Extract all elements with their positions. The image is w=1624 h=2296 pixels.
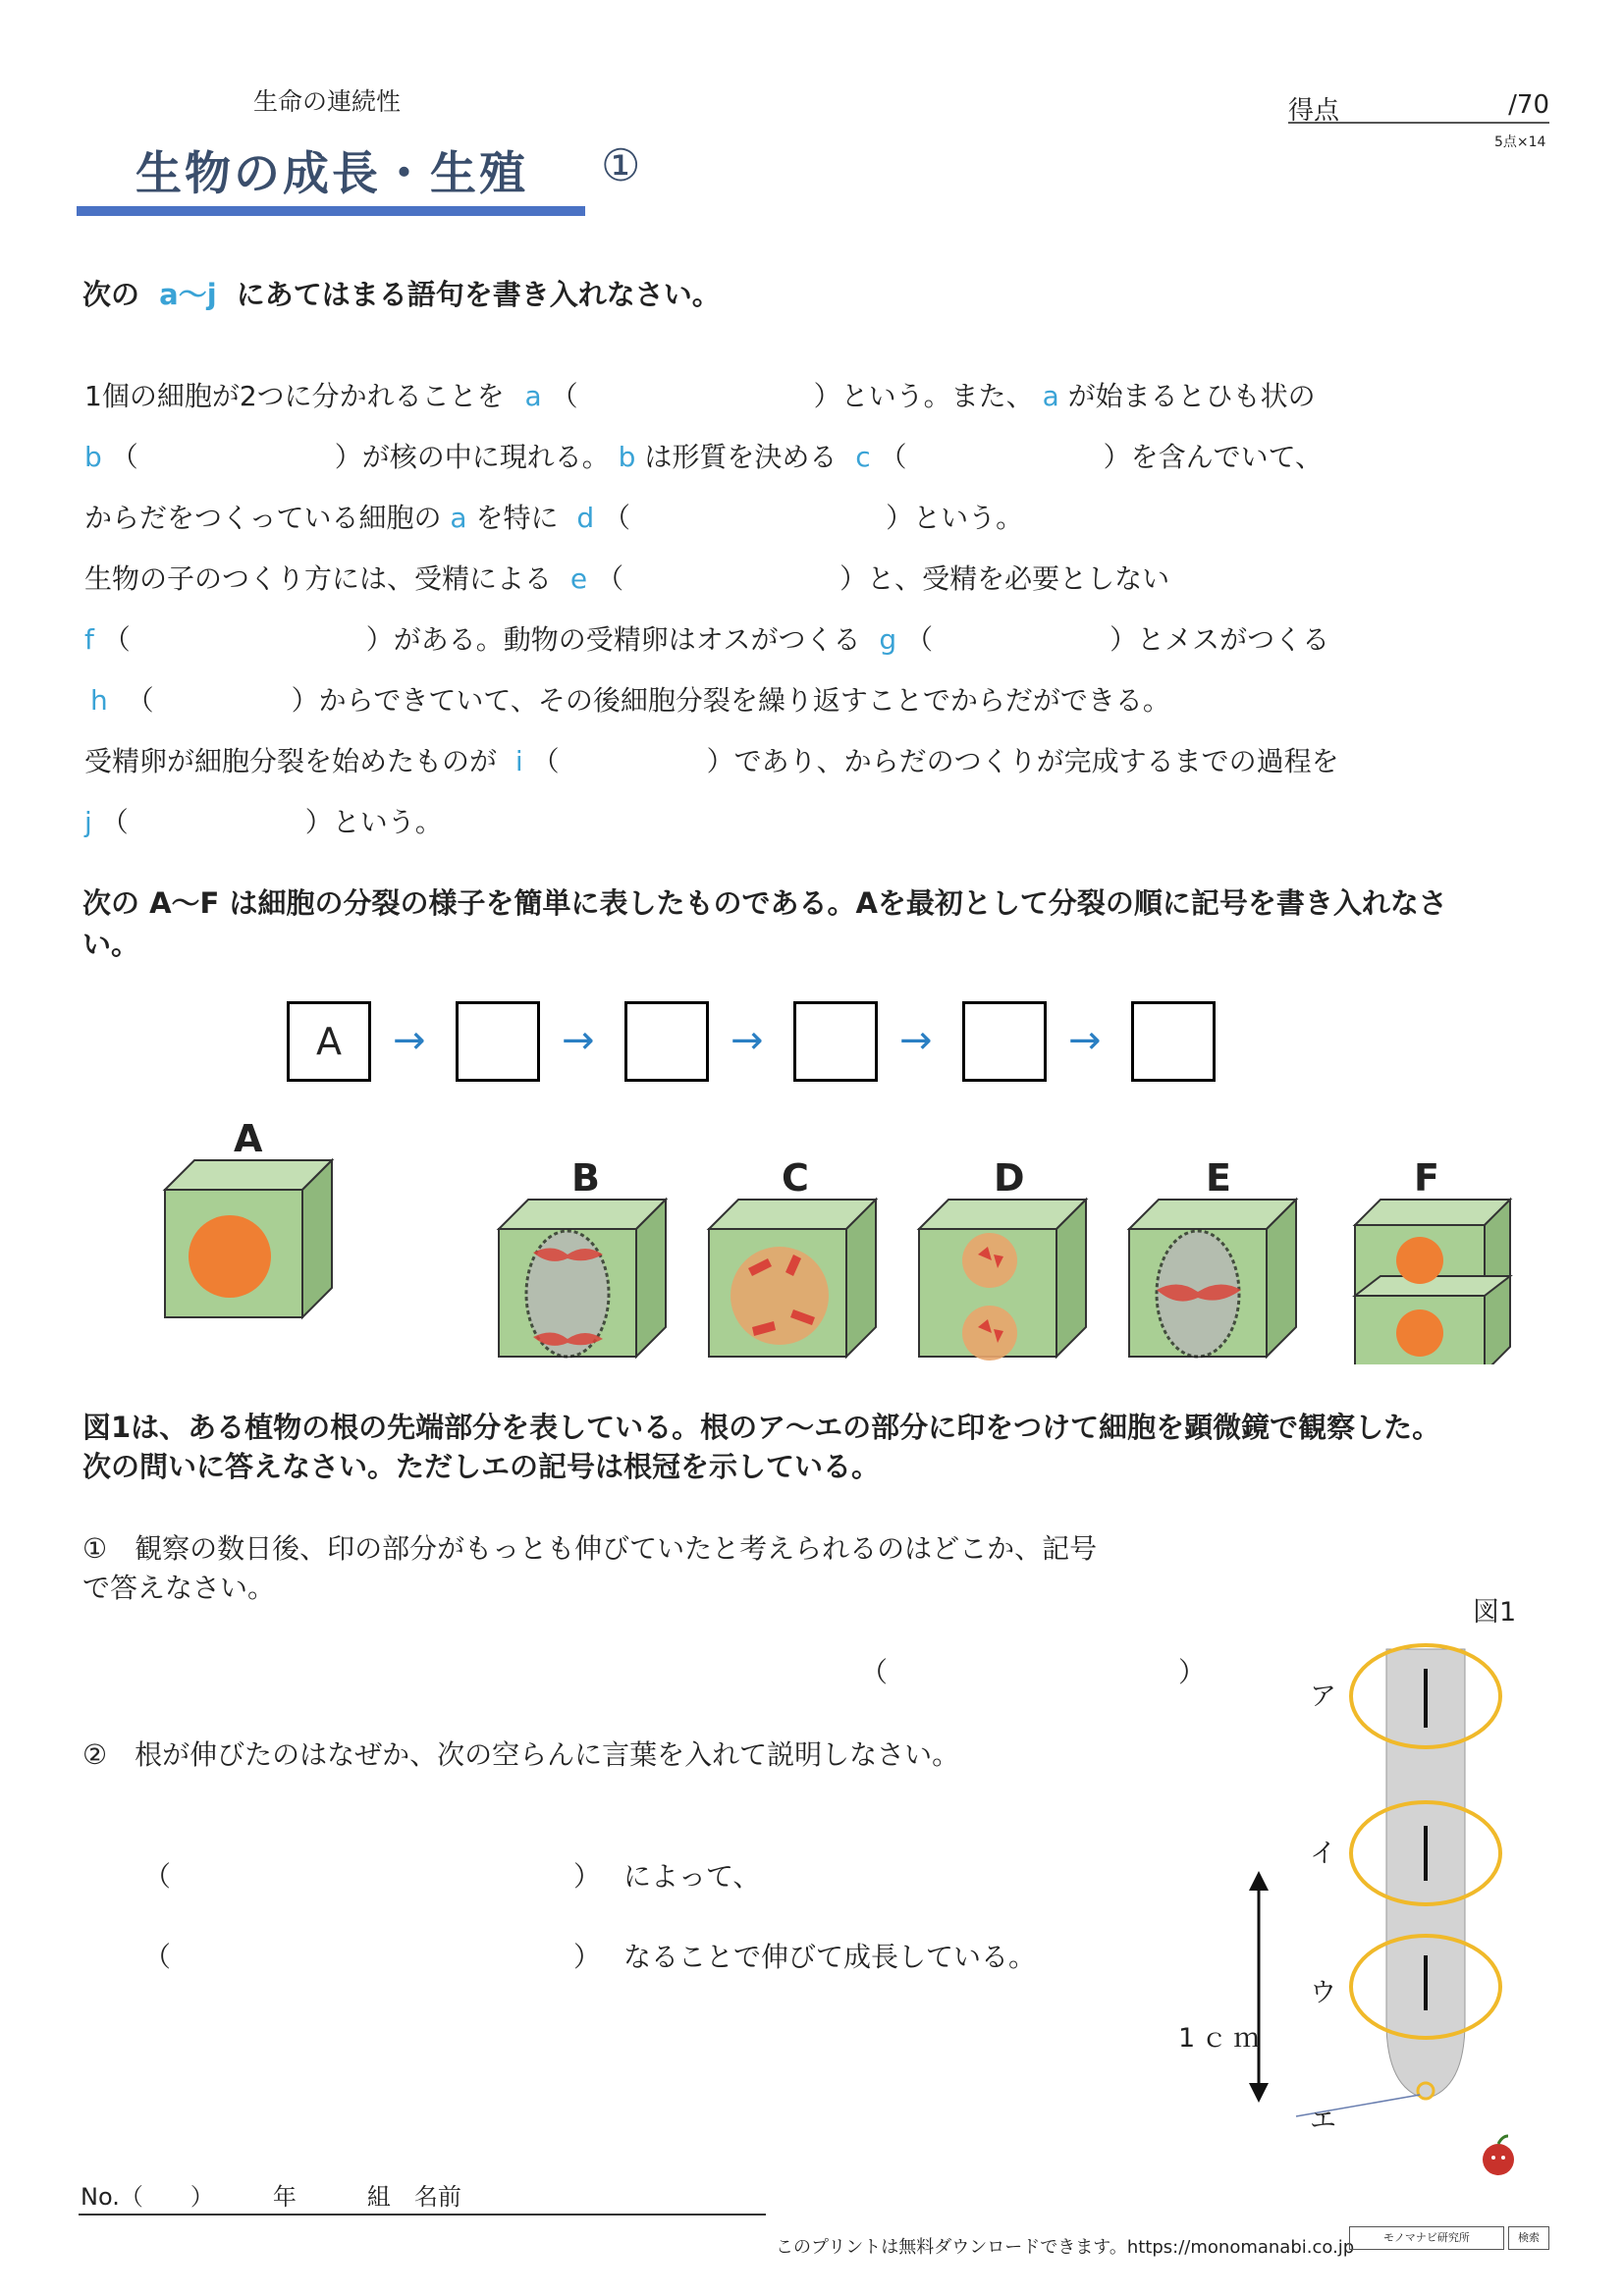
text: が始まるとひも状の xyxy=(1067,380,1316,412)
text: （ xyxy=(603,502,631,534)
blank-letter: b xyxy=(84,441,102,473)
figure-label: 図1 xyxy=(1473,1597,1517,1628)
text: ）が核の中に現れる。 xyxy=(334,441,610,473)
download-notice: このプリントは無料ダウンロードできます。https://monomanabi.co.jp xyxy=(776,2237,1355,2258)
text: ）からできていて、その後細胞分裂を繰り返すことでからだができる。 xyxy=(291,684,1170,717)
title-number: ① xyxy=(601,139,641,191)
root-label-u: ウ xyxy=(1310,1978,1336,2008)
blank-letter: g xyxy=(879,623,897,656)
text: （ xyxy=(126,684,154,717)
text: （ xyxy=(100,806,129,838)
blank-letter: a xyxy=(450,502,467,534)
paren-open: （ xyxy=(143,1860,172,1893)
scale-arrow-up-icon xyxy=(1249,1871,1269,1891)
blank-letter: f xyxy=(84,623,94,656)
paragraph-line xyxy=(84,740,1339,779)
text: （ xyxy=(596,562,624,595)
score-total: /70 xyxy=(1508,90,1549,120)
section3-instruction-line2: 次の問いに答えなさい。ただしエの記号は根冠を示している。 xyxy=(82,1450,881,1483)
paragraph-line xyxy=(84,558,1169,597)
question-1-line2: で答えなさい。 xyxy=(82,1572,276,1604)
order-box-3[interactable] xyxy=(624,1001,709,1082)
text: なることで伸びて成長している。 xyxy=(623,1941,1036,1973)
section1-instruction xyxy=(82,273,721,313)
text: は形質を決める xyxy=(644,441,838,473)
arrow-icon: → xyxy=(1068,1018,1102,1063)
question-2: ② 根が伸びたのはなぜか、次の空らんに言葉を入れて説明しなさい。 xyxy=(82,1738,960,1771)
blank-letter: a xyxy=(524,380,542,412)
paragraph-line xyxy=(84,801,443,840)
blank-letter: e xyxy=(569,562,588,595)
arrow-icon: → xyxy=(899,1018,933,1063)
page-title: 生物の成長・生殖 xyxy=(135,147,528,201)
blank-letter: c xyxy=(855,441,871,473)
order-box-6[interactable] xyxy=(1131,1001,1216,1082)
text: ）であり、からだのつくりが完成するまでの過程を xyxy=(706,745,1339,777)
section2-instruction-line2: い。 xyxy=(82,928,140,961)
cell-b xyxy=(499,1200,666,1357)
paragraph-line xyxy=(84,618,1329,658)
paren-open: （ xyxy=(143,1941,172,1973)
scale-label: 1ｃｍ xyxy=(1178,2023,1267,2054)
score-field xyxy=(1288,90,1549,124)
student-info: No.（ ） 年 組 名前 xyxy=(81,2183,461,2211)
order-box-5[interactable] xyxy=(962,1001,1047,1082)
paragraph-line xyxy=(84,497,1023,536)
arrow-icon: → xyxy=(731,1018,764,1063)
text: ）という。 xyxy=(886,502,1024,534)
paren-close: ） xyxy=(573,1941,602,1973)
title-underline xyxy=(77,206,585,216)
order-box-2[interactable] xyxy=(456,1001,540,1082)
text: （ xyxy=(110,441,138,473)
text: （ xyxy=(531,745,560,777)
blank-letter: j xyxy=(84,806,92,838)
cell-e xyxy=(1129,1200,1296,1357)
cell-label-b: B xyxy=(571,1156,600,1200)
search-button: 検索 xyxy=(1508,2226,1549,2250)
arrow-icon: → xyxy=(562,1018,595,1063)
text: （ xyxy=(550,380,578,412)
answer-row-2 xyxy=(143,1936,1036,1975)
text: を特に xyxy=(475,502,559,534)
paragraph-line xyxy=(84,375,1316,414)
footer-divider xyxy=(79,2214,766,2216)
text: ）がある。動物の受精卵はオスがつくる xyxy=(365,623,861,656)
cell-label-f: F xyxy=(1414,1156,1439,1200)
text: （ xyxy=(102,623,131,656)
text: によって、 xyxy=(623,1860,761,1893)
apple-mascot-icon xyxy=(1479,2130,1520,2181)
subject-label: 生命の連続性 xyxy=(253,87,402,116)
answer-row-1 xyxy=(143,1855,760,1895)
text: ）とメスがつくる xyxy=(1110,623,1330,656)
score-note: 5点×14 xyxy=(1494,134,1546,150)
cell-division-diagram xyxy=(157,1158,1532,1364)
text: からだをつくっている細胞の xyxy=(84,502,442,534)
instruction-text: にあてはまる語句を書き入れなさい。 xyxy=(236,278,721,311)
blank-letter: a xyxy=(1042,380,1059,412)
root-label-e: エ xyxy=(1310,2106,1336,2136)
answer-paren-open: （ xyxy=(860,1656,889,1688)
order-box-4[interactable] xyxy=(793,1001,878,1082)
instruction-range: a～j xyxy=(159,278,217,311)
text: ）という。 xyxy=(304,806,443,838)
brand-search-box: モノマナビ研究所 xyxy=(1349,2226,1504,2250)
blank-letter: d xyxy=(576,502,595,534)
cell-d xyxy=(919,1200,1086,1361)
blank-letter: i xyxy=(514,745,523,777)
order-box-first: A xyxy=(287,1001,371,1082)
answer-paren-close: ） xyxy=(1178,1656,1207,1688)
root-label-i: イ xyxy=(1310,1839,1336,1869)
text: （ xyxy=(905,623,934,656)
cell-label-a: A xyxy=(234,1117,263,1160)
answer-field-q1[interactable] xyxy=(893,1649,1168,1688)
scale-arrow-down-icon xyxy=(1249,2083,1269,2103)
text: 生物の子のつくり方には、受精による xyxy=(84,562,553,595)
section2-instruction-line1: 次の A～F は細胞の分裂の様子を簡単に表したものである。Aを最初として分裂の順に記号を書き入れなさ xyxy=(82,886,1447,920)
root-figure xyxy=(1168,1629,1522,2140)
paragraph-line xyxy=(84,436,1323,475)
text: ）という。また、 xyxy=(813,380,1034,412)
cell-label-c: C xyxy=(782,1156,809,1200)
score-label: 得点 xyxy=(1288,96,1340,126)
text: ）と、受精を必要としない xyxy=(839,562,1170,595)
cell-f xyxy=(1355,1200,1510,1364)
text: （ xyxy=(879,441,907,473)
text: ）を含んでいて、 xyxy=(1103,441,1324,473)
instruction-text: 次の xyxy=(82,278,140,311)
question-1-line1: ① 観察の数日後、印の部分がもっとも伸びていたと考えられるのはどこか、記号 xyxy=(82,1532,1098,1565)
cell-a xyxy=(165,1160,332,1317)
paragraph-line xyxy=(90,679,1170,719)
section3-instruction-line1: 図1は、ある植物の根の先端部分を表している。根のア～エの部分に印をつけて細胞を顕微鏡で観察した。 xyxy=(82,1411,1441,1444)
root-label-a: ア xyxy=(1310,1682,1336,1712)
blank-letter: b xyxy=(618,441,636,473)
cell-c xyxy=(709,1200,876,1357)
cell-label-e: E xyxy=(1206,1156,1231,1200)
text: 受精卵が細胞分裂を始めたものが xyxy=(84,745,498,777)
arrow-icon: → xyxy=(393,1018,426,1063)
cell-label-d: D xyxy=(994,1156,1025,1200)
nucleus xyxy=(189,1215,271,1298)
paren-close: ） xyxy=(573,1860,602,1893)
text: 1個の細胞が2つに分かれることを xyxy=(84,380,505,412)
blank-letter: h xyxy=(90,684,108,717)
